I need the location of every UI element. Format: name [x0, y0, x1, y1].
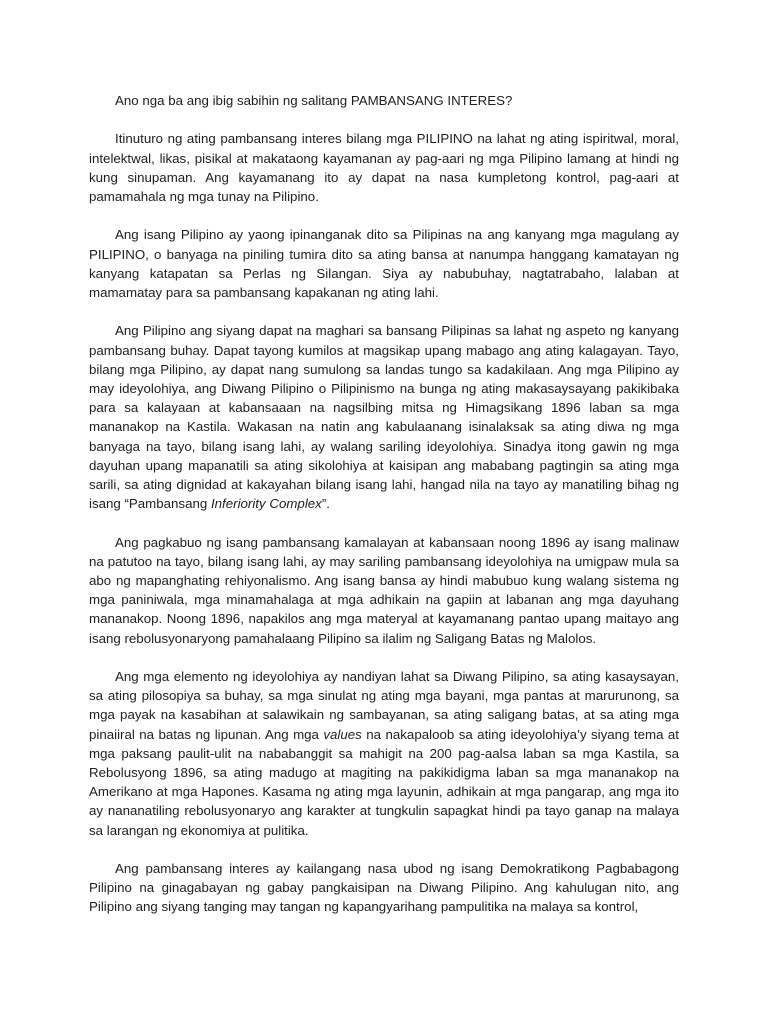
question-heading: Ano nga ba ang ibig sabihin ng salitang PAMBANSANG INTERES?	[115, 93, 513, 108]
paragraph-3-text: Ang Pilipino ang siyang dapat na maghari sa bansang Pilipinas sa lahat ng aspeto ng kanyang pambansang buhay. Dapat tayong kumilos at magsikap upang mabago ang ating kalagayan. Tayo, bilang mga Pilipino, ay dapat nang sumulong sa landas tungo sa kadakilaan. Ang mga Pilipino ay may ideyolohiya, ang Diwang Pilipino o Pilipinismo na bunga ng ating makasaysayang pakikibaka para sa kalayaan at kabansaaan na nagsilbing mitsa ng Himagsikang 1896 laban sa mga mananakop na Kastila. Wakasan na natin ang kabulaanang isinalaksak sa ating diwa ng mga banyaga na tayo, bilang isang lahi, ay walang sariling ideyolohiya. Sinadya itong gawin ng mga dayuhan upang mapanatili sa ating sikolohiya at kaisipan ang mababang pagtingin sa ating mga sarili, sa ating dignidad at kakayahan bilang isang lahi, hangad nila na tayo ay manatiling bihag ng isang “Pambansang	[89, 323, 679, 512]
document-body	[89, 91, 679, 936]
paragraph-5	[89, 667, 679, 840]
paragraph-3	[89, 321, 679, 513]
paragraph-5-italic: values	[323, 726, 362, 742]
paragraph-3-end: ”.	[321, 496, 330, 512]
paragraph-2: Ang isang Pilipino ay yaong ipinanganak dito sa Pilipinas na ang kanyang mga magulang ay PILIPINO, o banyaga na piniling tumira dito sa ating bansa at nanumpa hanggang kamatayan ng kanyang katapatan sa Perlas ng Silangan. Siya ay nabubuhay, nagtatrabaho, lalaban at mamamatay para sa pambansang kapakanan ng ating lahi.	[89, 227, 679, 300]
paragraph-1: Itinuturo ng ating pambansang interes bilang mga PILIPINO na lahat ng ating ispiritwal, moral, intelektwal, likas, pisikal at makataong kayamanan ay pag-aari ng mga Pilipino lamang at hindi ng kung sinupaman. Ang kayamanang ito ay dapat na nasa kumpletong kontrol, pag-aari at pamamahala ng mga tunay na Pilipino.	[89, 131, 679, 204]
paragraph-5-end: na nakapaloob sa ating ideyolohiya’y siyang tema at mga paksang paulit-ulit na nababanggit sa mahigit na 200 pag-aalsa laban sa mga Kastila, sa Rebolusyong 1896, sa ating madugo at magiting na pakikidigma laban sa mga mananakop na Amerikano at mga Hapones. Kasama ng ating mga layunin, adhikain at mga pangarap, ang mga ito ay nananatiling rebolusyonaryo ang karakter at tungkulin sapagkat hindi pa tayo ganap na malaya sa larangan ng ekonomiya at pulitika.	[89, 726, 679, 838]
paragraph-5-text: Ang mga elemento ng ideyolohiya ay nandiyan lahat sa Diwang Pilipino, sa ating kasaysayan, sa ating pilosopiya sa buhay, sa mga sinulat ng ating mga bayani, mga pantas at marurunong, sa mga payak na kasabihan at salawikain ng sambayanan, sa ating saligang batas, at sa ating mga pinaiiral na batas ng lipunan. Ang mga	[89, 669, 679, 742]
paragraph-4: Ang pagkabuo ng isang pambansang kamalayan at kabansaan noong 1896 ay isang malinaw na patutoo na tayo, bilang isang lahi, ay may sariling pambansang ideyolohiya na umigpaw mula sa abo ng mapanghating rehiyonalismo. Ang isang bansa ay hindi mabubuo kung walang sistema ng mga paniniwala, mga minamahalaga at mga adhikain na gapiin at labanan ang mga dayuhang mananakop. Noong 1896, napakilos ang mga materyal at kayamanang pantao upang maitayo ang isang rebolusyonaryong pamahalaang Pilipino sa ilalim ng Saligang Batas ng Malolos.	[89, 534, 679, 646]
paragraph-3-italic: Inferiority Complex	[210, 496, 322, 512]
paragraph-6: Ang pambansang interes ay kailangang nasa ubod ng isang Demokratikong Pagbabagong Pilipino na ginagabayan ng gabay pangkaisipan na Diwang Pilipino. Ang kahulugan nito, ang Pilipino ang siyang tanging may tangan ng kapangyarihang pampulitika na malaya sa kontrol,	[89, 861, 679, 915]
